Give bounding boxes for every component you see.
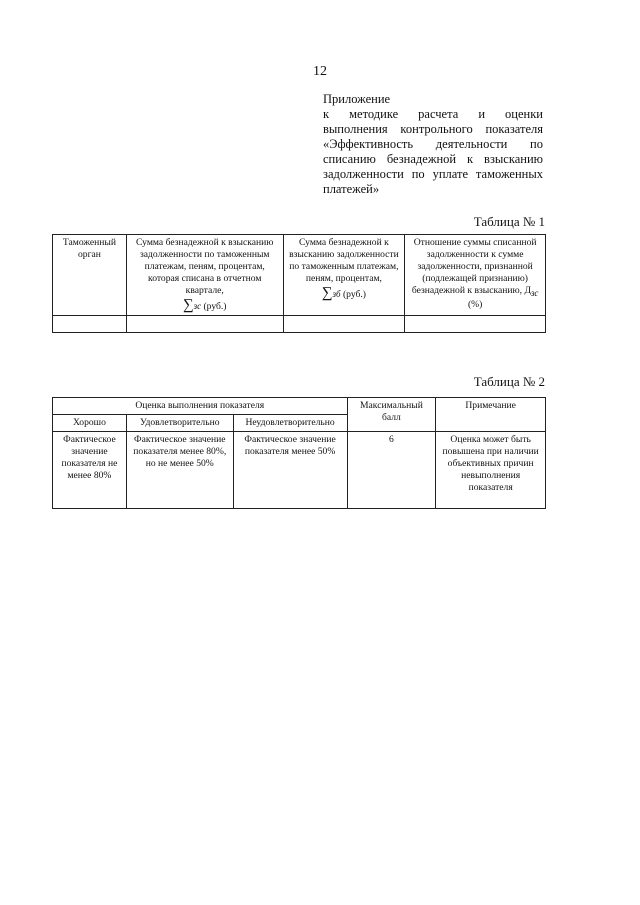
table1-header-written-off-text: Сумма безнадежной к взысканию задолженности по таможенным платежам, пеням, процентам, которая списана в отчетном квартале, <box>136 237 274 296</box>
page-number: 12 <box>313 64 327 79</box>
table1-caption: Таблица № 1 <box>473 214 545 229</box>
appendix-block <box>323 92 543 197</box>
appendix-heading: Приложение <box>323 92 391 106</box>
table1-header-hopeless <box>283 235 405 316</box>
table1-formula-d: Д <box>524 285 532 296</box>
table1-cell <box>53 316 127 333</box>
table2-header-group: Оценка выполнения показателя <box>53 398 348 415</box>
table2-header-good: Хорошо <box>53 415 127 432</box>
table1-formula-sub-zs2: зс <box>531 287 539 298</box>
table1-empty-row <box>53 316 546 333</box>
table1-formula-sub-zs: зс <box>193 301 202 311</box>
table2-cell-max: 6 <box>347 432 436 509</box>
appendix-text: к методике расчета и оценки выполнения контрольного показателя «Эффективность деятельности по списанию безнадежной к взысканию задолженности по уплате таможенных платежей» <box>323 107 543 196</box>
sigma-symbol: ∑ <box>182 297 194 313</box>
table2-cell-note: Оценка может быть повышена при наличии объективных причин невыполнения показателя <box>436 432 546 509</box>
table2 <box>52 397 546 509</box>
table1-header-hopeless-text: Сумма безнадежной к взысканию задолженности по таможенным платежам, пеням, процентам, <box>289 237 399 284</box>
table1-unit-rub: (руб.) <box>203 301 227 312</box>
table1-unit-percent: (%) <box>467 298 483 310</box>
table2-cell-unsatisfactory: Фактическое значение показателя менее 50% <box>233 432 347 509</box>
table2-header-max: Максимальный балл <box>347 398 436 432</box>
table1-header-ratio-text: Отношение суммы списанной задолженности к сумме задолженности, признанной (подлежащей признанию) безнадежной к взысканию, <box>411 237 537 296</box>
table2-header-note: Примечание <box>436 398 546 432</box>
table1-formula-sub-zb: зб <box>332 289 341 299</box>
table2-cell-satisfactory: Фактическое значение показателя менее 80%, но не менее 50% <box>126 432 233 509</box>
table1 <box>52 234 546 333</box>
table2-header-row <box>53 398 546 415</box>
table1-header-row <box>53 235 546 316</box>
table2-header-unsatisfactory: Неудовлетворительно <box>233 415 347 432</box>
sigma-symbol: ∑ <box>321 285 333 301</box>
table1-cell <box>405 316 546 333</box>
table2-header-satisfactory: Удовлетворительно <box>126 415 233 432</box>
table1-cell <box>283 316 405 333</box>
table1-header-customs-body: Таможенный орган <box>53 235 127 316</box>
table1-header-written-off <box>126 235 283 316</box>
table2-data-row <box>53 432 546 509</box>
table1-unit-rub: (руб.) <box>342 289 366 300</box>
table2-caption: Таблица № 2 <box>473 374 545 389</box>
table2-cell-good: Фактическое значение показателя не менее 80% <box>53 432 127 509</box>
table1-cell <box>126 316 283 333</box>
table1-header-ratio <box>405 235 546 316</box>
